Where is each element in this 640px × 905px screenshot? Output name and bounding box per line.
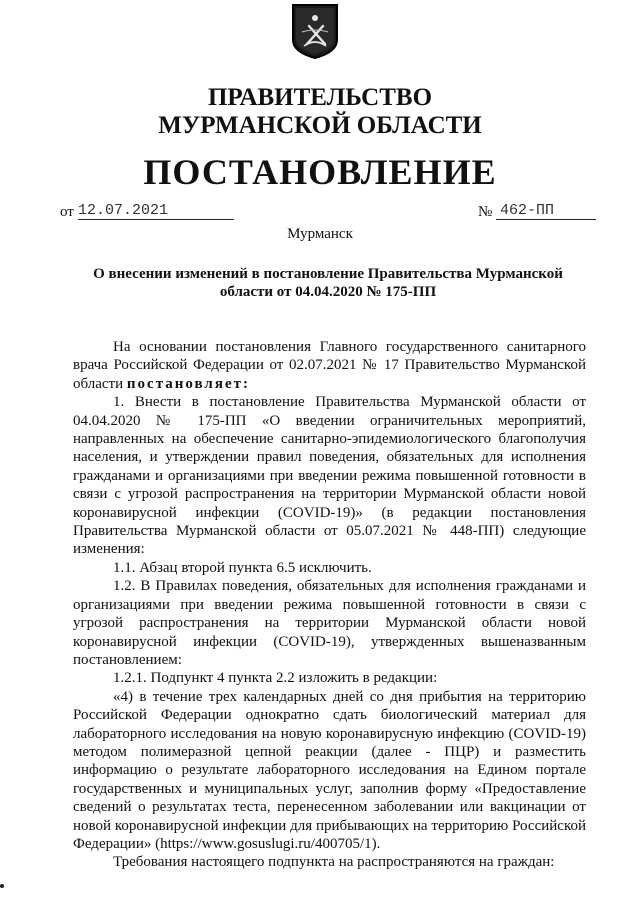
- preamble-emphasis: постановляет:: [126, 375, 250, 392]
- subject-line1: О внесении изменений в постановление Правительства Мурманской: [93, 266, 563, 282]
- city-name: Мурманск: [287, 226, 353, 242]
- paragraph-item-1-1: 1.1. Абзац второй пункта 6.5 исключить.: [113, 559, 372, 576]
- paragraph-preamble: [73, 338, 586, 393]
- number-prefix: №: [478, 204, 493, 220]
- paragraph-item-1: 1. Внести в постановление Правительства Мурманской области от 04.04.2020 № 175-ПП «О введении ограничительных мероприятий, направленных на обеспечение санитарно-эпидемиологического благополучия населения, и утверждении правил поведения, обязательных для исполнения гражданами и организациями при введении режима повышенной готовности в связи с угрозой распространения на территории Мурманской области новой коронавирусной инфекции (COVID-19)» (в редакции постановления Правительства Мурманской области от 05.07.2021 № 448-ПП) следующие изменения:: [73, 394, 586, 558]
- paragraph-item-1-2: 1.2. В Правилах поведения, обязательных для исполнения гражданами и организациями при введении режима повышенной готовности в связи с угрозой распространения на территории Мурманской области новой коронавирусной инфекции (COVID-19), утвержденных вышеназванным постановлением:: [73, 578, 586, 668]
- murmansk-coat-of-arms-icon: [290, 2, 340, 60]
- preamble-text: На основании постановления Главного государственного санитарного врача Российской Федерации от 02.07.2021 № 17 Правительство Мурманской области: [73, 339, 586, 392]
- document-type-title: ПОСТАНОВЛЕНИЕ: [143, 152, 497, 192]
- date-prefix: от: [60, 204, 74, 220]
- date-number-row: [60, 204, 596, 224]
- government-title-line1: ПРАВИТЕЛЬСТВО: [207, 84, 433, 111]
- document-date: 12.07.2021: [78, 202, 234, 220]
- scan-mark: [0, 884, 4, 888]
- government-title: [0, 84, 640, 140]
- paragraph-quoted-rule: «4) в течение трех календарных дней со дня прибытия на территорию Российской Федерации однократно сдать биологический материал для лабораторного исследования на новую коронавирусную инфекцию (COVID-19) методом полимеразной цепной реакции (далее - ПЦР) и разместить информацию о результате лабораторного исследования на Едином портале государственных и муниципальных услуг, заполнив форму «Предоставление сведений о результатах теста, перенесенном заболевании или вакцинации от новой коронавирусной инфекции для прибывающих на территорию Российской Федерации» (https://www.gosuslugi.ru/400705/1).: [73, 688, 586, 852]
- document-body: [73, 338, 586, 872]
- paragraph-requirements: Требования настоящего подпункта на распространяются на граждан:: [113, 854, 555, 871]
- paragraph-item-1-2-1: 1.2.1. Подпункт 4 пункта 2.2 изложить в редакции:: [113, 670, 438, 687]
- government-title-line2: МУРМАНСКОЙ ОБЛАСТИ: [158, 112, 482, 139]
- document-number: 462-ПП: [496, 202, 596, 220]
- subject-line2: области от 04.04.2020 № 175-ПП: [219, 284, 437, 300]
- document-subject: [60, 265, 596, 301]
